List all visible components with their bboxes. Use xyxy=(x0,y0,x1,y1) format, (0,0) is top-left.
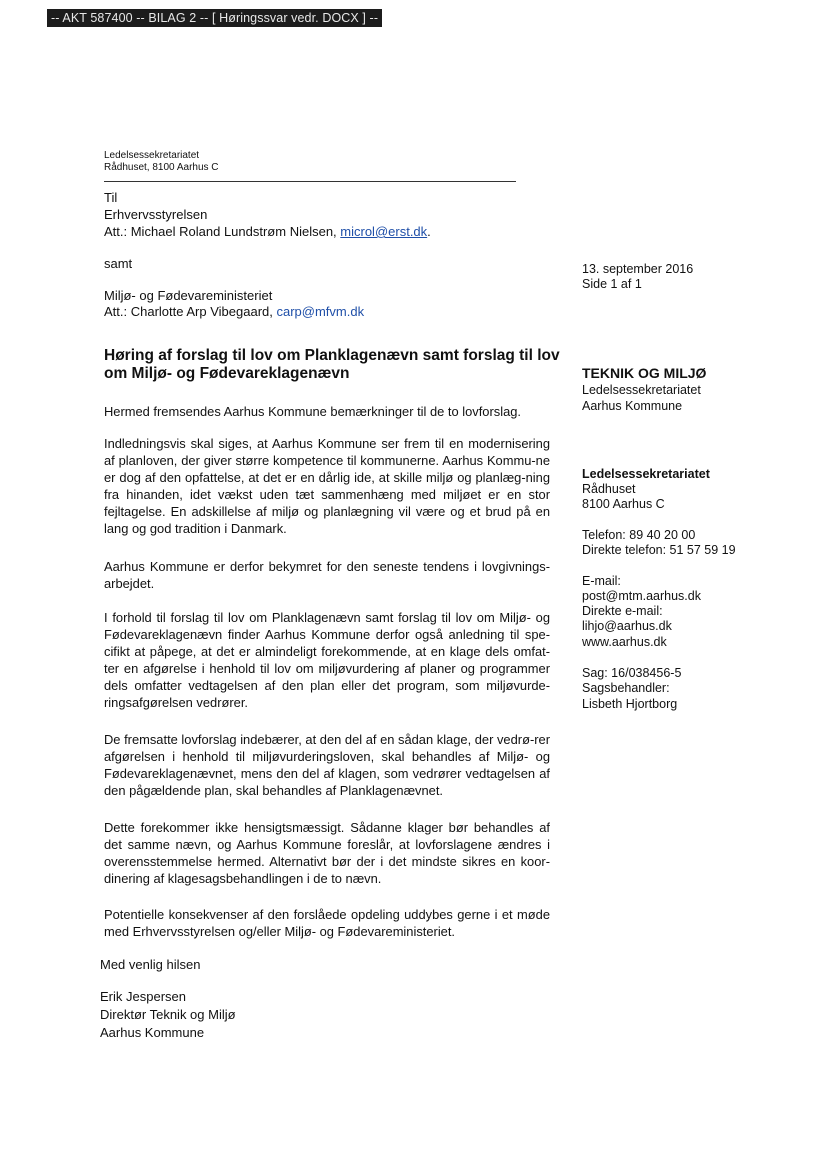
body-paragraph-5: De fremsatte lovforslag indebærer, at den del af en sådan klage, der vedrø-rer afgørelsen i henhold til miljøvurderingsloven, skal behandles af Miljø- og Fødevareklagenævnet, mens den del af klagen, som vedrører vedtagelsen af den pågældende plan, skal behandles af Planklagenævnet. xyxy=(104,732,550,798)
signer-name: Erik Jespersen xyxy=(100,989,186,1004)
body-paragraph-6: Dette forekommer ikke hensigtsmæssigt. Sådanne klager bør behandles af det samme nævn, og Aarhus Kommune foreslår, at lovforslagene ændres i overensstemmelse hermed. Alternativt bør der i det mindste sikres en koor-dinering af klagesagsbehandlingen i de to nævn. xyxy=(104,820,550,886)
body-paragraph-2: Indledningsvis skal siges, at Aarhus Kommune ser frem til en modernisering af planloven, der giver større kompetence til kommunerne. Aarhus Kommu-ne er dog af den opfattelse, at det er en dårlig ide, at skille miljø og planlæg-ning fra hinanden, idet vækst uden tæt sammenhæng med miljøet er en stor fejltagelse. En adskillelse af miljø og planlægning vil være og et brud på en lang og god tradition i Danmark. xyxy=(104,436,550,536)
department-sub-1: Ledelsessekretariatet xyxy=(582,383,701,397)
document-stamp: -- AKT 587400 -- BILAG 2 -- [ Høringssvar vedr. DOCX ] -- xyxy=(47,9,382,27)
contact-address-2: 8100 Aarhus C xyxy=(582,497,665,511)
recipient-org-2: Miljø- og Fødevareministeriet xyxy=(104,288,273,303)
contact-address-1: Rådhuset xyxy=(582,482,636,496)
recipient-email-link-2[interactable]: carp@mfvm.dk xyxy=(276,304,365,319)
body-paragraph-7: Potentielle konsekvenser af den forslåede opdeling uddybes gerne i et møde med Erhvervsstyrelsen og/eller Miljø- og Fødevareministeriet. xyxy=(104,907,550,939)
contact-email-label: E-mail: xyxy=(582,574,621,588)
contact-email[interactable]: post@mtm.aarhus.dk xyxy=(582,589,701,603)
sender-line-1: Ledelsessekretariatet xyxy=(104,150,200,161)
recipient-att-1-suffix: . xyxy=(427,224,431,239)
samt-text: samt xyxy=(104,256,133,271)
case-handler-label: Sagsbehandler: xyxy=(582,681,670,695)
recipient-to: Til xyxy=(104,190,118,205)
contact-phone: Telefon: 89 40 20 00 xyxy=(582,528,696,542)
page-number: Side 1 af 1 xyxy=(582,277,642,291)
signer-org: Aarhus Kommune xyxy=(100,1025,205,1040)
recipient-att-1 xyxy=(104,223,431,240)
body-paragraph-1: Hermed fremsendes Aarhus Kommune bemærkninger til de to lovforslag. xyxy=(104,404,521,419)
department-heading: TEKNIK OG MILJØ xyxy=(582,365,707,381)
body-paragraph-3: Aarhus Kommune er derfor bekymret for den seneste tendens i lovgivnings-arbejdet. xyxy=(104,559,550,591)
recipient-att-2-text: Att.: Charlotte Arp Vibegaard, xyxy=(104,304,277,319)
letter-date: 13. september 2016 xyxy=(582,262,694,276)
case-number: Sag: 16/038456-5 xyxy=(582,666,682,680)
sender-line-2: Rådhuset, 8100 Aarhus C xyxy=(104,162,219,173)
contact-direct-email-label: Direkte e-mail: xyxy=(582,604,663,618)
recipient-att-2 xyxy=(104,303,364,320)
contact-unit: Ledelsessekretariatet xyxy=(582,467,710,481)
body-paragraph-4: I forhold til forslag til lov om Planklagenævn samt forslag til lov om Miljø- og Fødevareklagenævn finder Aarhus Kommune derfor også anledning til spe-cifikt at påpege, at det er almindeligt forekommende, at en klage dels omfat-ter en afgørelse i henhold til lov om miljøvurdering af planer og programmer dels omfatter vedtagelsen af den plan eller det program, som miljøvurde-ringsafgørelsen vedrører. xyxy=(104,610,550,710)
letter-title: Høring af forslag til lov om Planklagenævn samt forslag til lov om Miljø- og Fødevareklagenævn xyxy=(104,347,560,382)
contact-direct-phone: Direkte telefon: 51 57 59 19 xyxy=(582,543,736,557)
closing-greeting: Med venlig hilsen xyxy=(100,957,201,972)
department-sub-2: Aarhus Kommune xyxy=(582,399,683,413)
contact-website[interactable]: www.aarhus.dk xyxy=(582,635,667,649)
case-handler: Lisbeth Hjortborg xyxy=(582,697,678,711)
header-divider xyxy=(104,181,516,182)
recipient-org-1: Erhvervsstyrelsen xyxy=(104,207,208,222)
signer-role: Direktør Teknik og Miljø xyxy=(100,1007,236,1022)
contact-direct-email[interactable]: lihjo@aarhus.dk xyxy=(582,619,672,633)
recipient-email-link-1[interactable]: microl@erst.dk xyxy=(340,224,428,239)
recipient-att-1-text: Att.: Michael Roland Lundstrøm Nielsen, xyxy=(104,224,341,239)
